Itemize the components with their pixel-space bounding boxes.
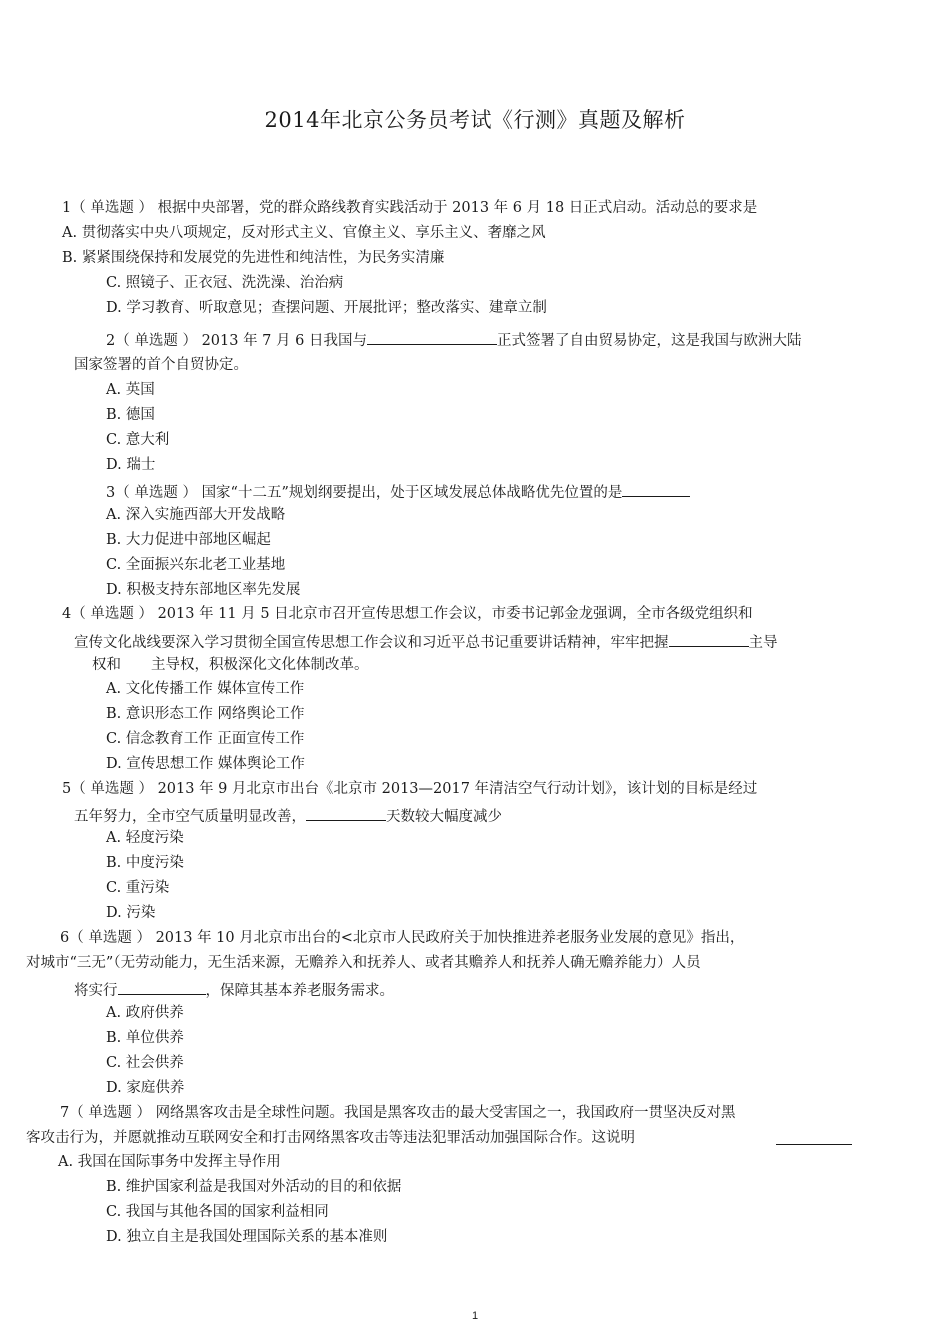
question-3-stem: 3（ 单选题 ） 国家“十二五”规划纲要提出，处于区域发展总体战略优先位置的是 xyxy=(106,481,690,502)
question-6-stem-cont: 对城市“三无”（无劳动能力，无生活来源，无赡养入和抚养人、或者其赡养人和抚养人确无赡养能力）人员 xyxy=(26,955,701,971)
question-3-option-d: D. 积极支持东部地区率先发展 xyxy=(106,582,301,598)
question-2-option-a: A. 英国 xyxy=(106,382,155,398)
answer-blank xyxy=(669,631,749,647)
answer-blank xyxy=(622,481,690,497)
question-number: 7（ 单选题 ） xyxy=(60,1105,151,1121)
question-number: 6（ 单选题 ） xyxy=(60,930,151,946)
question-1-option-a: A. 贯彻落实中央八项规定，反对形式主义、官僚主义、享乐主义、奢靡之风 xyxy=(62,225,546,241)
question-5-option-c: C. 重污染 xyxy=(106,880,170,896)
question-4-option-d: D. 宣传思想工作 媒体舆论工作 xyxy=(106,756,305,772)
question-6-stem-cont-2: 将实行 ，保障其基本养老服务需求。 xyxy=(74,979,394,1000)
question-5-stem: 5（ 单选题 ） 2013 年 9 月北京市出台《北京市 2013—2017 年清洁空气行动计划》，该计划的目标是经过 xyxy=(62,781,758,797)
question-5-stem-cont: 五年努力，全市空气质量明显改善， 天数较大幅度减少 xyxy=(74,805,502,826)
question-4-option-a: A. 文化传播工作 媒体宣传工作 xyxy=(106,681,305,697)
answer-blank xyxy=(367,329,497,345)
question-5-option-a: A. 轻度污染 xyxy=(106,830,184,846)
question-number: 2（ 单选题 ） xyxy=(106,333,197,349)
question-1-option-b: B. 紧紧围绕保持和发展党的先进性和纯洁性，为民务实清廉 xyxy=(62,250,445,266)
question-1-stem: 1（ 单选题 ） 根据中央部署，党的群众路线教育实践活动于 2013 年 6 月 18 日正式启动。活动总的要求是 xyxy=(62,200,758,216)
document-title: 2014年北京公务员考试《行测》真题及解析 xyxy=(264,108,686,132)
question-5-option-d: D. 污染 xyxy=(106,905,156,921)
question-4-stem: 4（ 单选题 ） 2013 年 11 月 5 日北京市召开宣传思想工作会议，市委书记郭金龙强调，全市各级党组织和 xyxy=(62,606,753,622)
question-1-option-d: D. 学习教育、听取意见；查摆问题、开展批评；整改落实、建章立制 xyxy=(106,300,547,316)
question-7-option-c: C. 我国与其他各国的国家利益相同 xyxy=(106,1204,329,1220)
question-6-option-b: B. 单位供养 xyxy=(106,1030,184,1046)
answer-blank xyxy=(118,979,206,995)
question-number: 5（ 单选题 ） xyxy=(62,781,153,797)
question-3-option-c: C. 全面振兴东北老工业基地 xyxy=(106,557,286,573)
question-number: 3（ 单选题 ） xyxy=(106,485,197,501)
answer-blank xyxy=(306,805,386,821)
question-6-option-d: D. 家庭供养 xyxy=(106,1080,185,1096)
question-3-option-a: A. 深入实施西部大开发战略 xyxy=(106,507,286,523)
question-number: 1（ 单选题 ） xyxy=(62,200,153,216)
page-number: 1 xyxy=(471,1310,479,1322)
question-7-stem-cont: 客攻击行为，并愿就推动互联网安全和打击网络黑客攻击等违法犯罪活动加强国际合作。这说明 xyxy=(26,1130,635,1146)
question-4-option-b: B. 意识形态工作 网络舆论工作 xyxy=(106,706,305,722)
question-6-option-a: A. 政府供养 xyxy=(106,1005,184,1021)
question-2-stem: 2（ 单选题 ） 2013 年 7 月 6 日我国与 正式签署了自由贸易协定，这是我国与欧洲大陆 xyxy=(106,329,801,350)
question-2-option-d: D. 瑞士 xyxy=(106,457,156,473)
question-4-option-c: C. 信念教育工作 正面宣传工作 xyxy=(106,731,305,747)
question-6-stem: 6（ 单选题 ） 2013 年 10 月北京市出台的<北京市人民政府关于加快推进养老服务业发展的意见》指出， xyxy=(60,930,745,946)
question-7-option-a: A. 我国在国际事务中发挥主导作用 xyxy=(58,1154,281,1170)
question-1-option-c: C. 照镜子、正衣冠、洗洗澡、治治病 xyxy=(106,275,344,291)
answer-blank xyxy=(776,1129,852,1145)
question-7-option-b: B. 维护国家利益是我国对外活动的目的和依据 xyxy=(106,1179,402,1195)
question-2-option-c: C. 意大利 xyxy=(106,432,170,448)
question-number: 4（ 单选题 ） xyxy=(62,606,153,622)
question-4-stem-cont: 宣传文化战线要深入学习贯彻全国宣传思想工作会议和习近平总书记重要讲话精神，牢牢把握 主导 xyxy=(74,631,778,652)
question-7-option-d: D. 独立自主是我国处理国际关系的基本准则 xyxy=(106,1229,388,1245)
question-2-stem-cont: 国家签署的首个自贸协定。 xyxy=(74,357,248,373)
question-7-stem: 7（ 单选题 ） 网络黑客攻击是全球性问题。我国是黑客攻击的最大受害国之一，我国政府一贯坚决反对黑 xyxy=(60,1105,736,1121)
question-6-option-c: C. 社会供养 xyxy=(106,1055,184,1071)
question-4-stem-cont-2: 权和 主导权，积极深化文化体制改革。 xyxy=(92,657,369,673)
question-2-option-b: B. 德国 xyxy=(106,407,155,423)
question-3-option-b: B. 大力促进中部地区崛起 xyxy=(106,532,271,548)
question-5-option-b: B. 中度污染 xyxy=(106,855,184,871)
